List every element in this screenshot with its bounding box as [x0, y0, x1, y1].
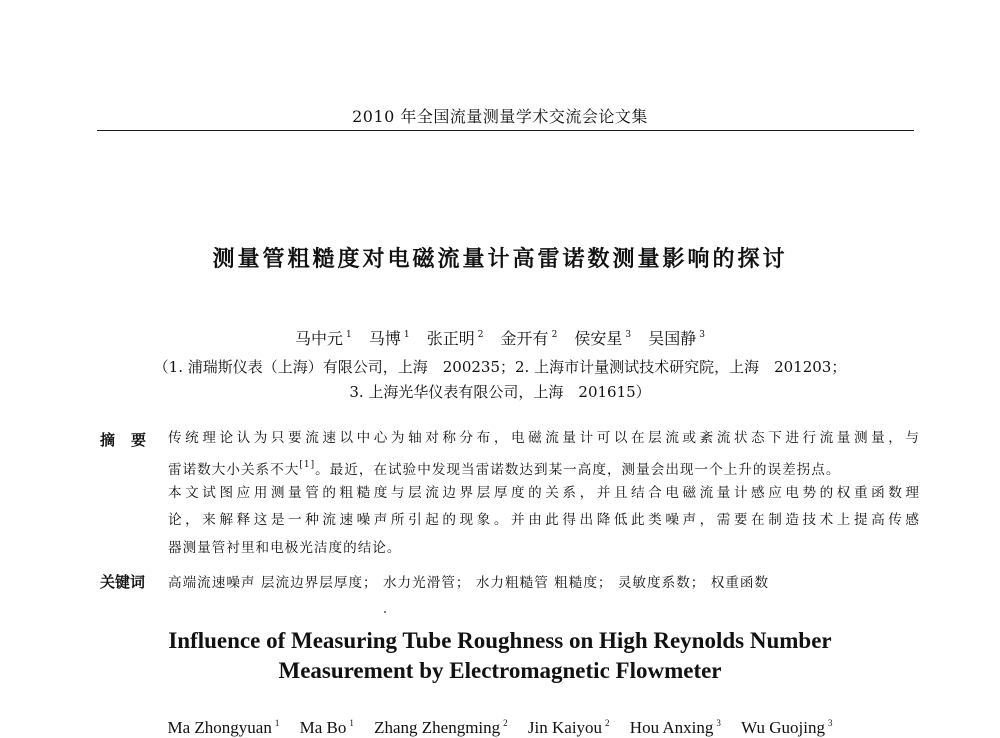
affiliation-line-1: （1. 浦瑞斯仪表（上海）有限公司，上海 200235；2. 上海市计量测试技术研究院，上海 201203； [153, 358, 847, 376]
author-affil-mark: 2 [477, 330, 484, 340]
affiliation-line-2: 3. 上海光华仪表有限公司，上海 201615） [349, 383, 651, 401]
header-rule [97, 130, 914, 131]
author-affil-mark: 2 [605, 718, 610, 728]
citation-ref: [1] [299, 460, 316, 471]
author-name: Ma Zhongyuan [167, 718, 272, 737]
author-affil-mark: 2 [551, 330, 558, 340]
author-affil-mark: 3 [716, 718, 721, 728]
keywords-label: 关键词 [100, 573, 146, 591]
author-affil-mark: 3 [625, 330, 632, 340]
author-cn-3 [427, 329, 484, 348]
author-affil-mark: 2 [503, 718, 508, 728]
author-name: 吴国静 [648, 329, 697, 348]
author-name: 张正明 [426, 329, 475, 348]
author-list-cn [0, 326, 1000, 349]
abstract-line-5: 器测量管衬里和电极光洁度的结论。 [168, 539, 402, 556]
author-en-6 [741, 718, 832, 737]
abstract-line-2-head: 雷诺数大小关系不大 [168, 462, 300, 479]
author-name: Ma Bo [299, 718, 347, 737]
author-en-5 [630, 718, 721, 737]
author-affil-mark: 1 [274, 718, 280, 728]
author-name: Wu Guojing [741, 718, 825, 737]
abstract-line-2 [168, 456, 920, 483]
author-affil-mark: 3 [827, 718, 833, 728]
author-cn-2 [369, 329, 410, 348]
author-name: 侯安星 [574, 329, 623, 348]
paper-title-cn: 测量管粗糙度对电磁流量计高雷诺数测量影响的探讨 [212, 246, 788, 272]
author-cn-4 [501, 329, 558, 348]
keywords-text: 高端流速噪声 层流边界层厚度； 水力光滑管； 水力粗糙管 粗糙度； 灵敏度系数； 权重函数 [168, 575, 770, 591]
author-name: Hou Anxing [629, 718, 714, 737]
author-cn-6 [648, 329, 705, 348]
author-affil-mark: 3 [699, 330, 705, 340]
author-en-1 [168, 718, 280, 737]
abstract-body [168, 429, 920, 566]
abstract-line-4: 论，来解释这是一种流速噪声所引起的现象。并由此得出降低此类噪声，需要在制造技术上提高传感 [168, 512, 920, 529]
author-affil-mark: 1 [403, 330, 410, 340]
author-en-2 [300, 718, 354, 737]
author-en-3 [374, 718, 508, 737]
running-header: 2010 年全国流量测量学术交流会论文集 [352, 107, 648, 126]
abstract-line-1: 传统理论认为只要流速以中心为轴对称分布，电磁流量计可以在层流或紊流状态下进行流量测量，与 [168, 430, 920, 446]
author-name: Zhang Zhengming [374, 718, 501, 737]
scan-speck [384, 611, 386, 613]
abstract-label: 摘要 [100, 431, 163, 449]
author-name: 马博 [368, 329, 401, 348]
author-name: Jin Kaiyou [527, 718, 603, 737]
author-en-4 [528, 718, 610, 737]
author-name: 金开有 [500, 329, 549, 348]
abstract-line-3: 本文试图应用测量管的粗糙度与层流边界层厚度的关系，并且结合电磁流量计感应电势的权重函数理 [168, 484, 920, 501]
paper-title-en-line-2: Measurement by Electromagnetic Flowmeter [278, 658, 722, 683]
author-cn-5 [574, 329, 631, 348]
paper-title-en-line-1: Influence of Measuring Tube Roughness on High Reynolds Number [168, 628, 832, 653]
author-affil-mark: 1 [349, 718, 354, 728]
author-name: 马中元 [295, 329, 344, 348]
author-list-en [0, 718, 1000, 738]
author-cn-1 [295, 329, 352, 348]
abstract-line-2-tail: 。最近，在试验中发现当雷诺数达到某一高度，测量会出现一个上升的误差拐点。 [315, 462, 841, 479]
author-affil-mark: 1 [346, 330, 352, 340]
